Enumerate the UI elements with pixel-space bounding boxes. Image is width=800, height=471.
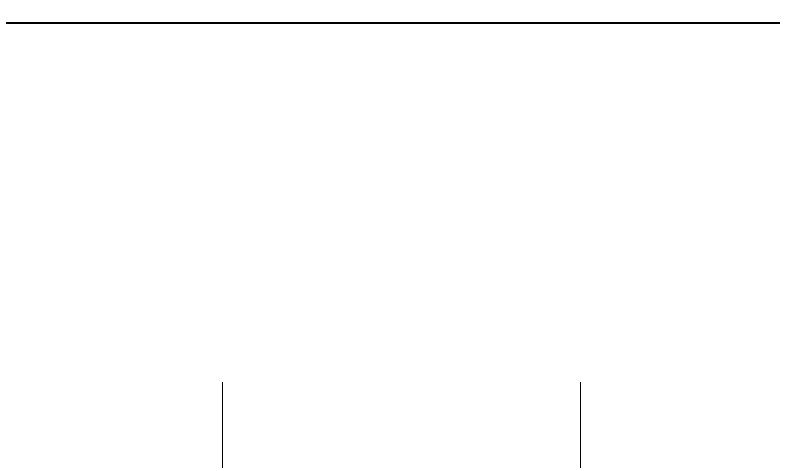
notes-divider xyxy=(222,382,223,468)
notes-divider xyxy=(580,382,581,468)
page-header xyxy=(6,4,780,24)
